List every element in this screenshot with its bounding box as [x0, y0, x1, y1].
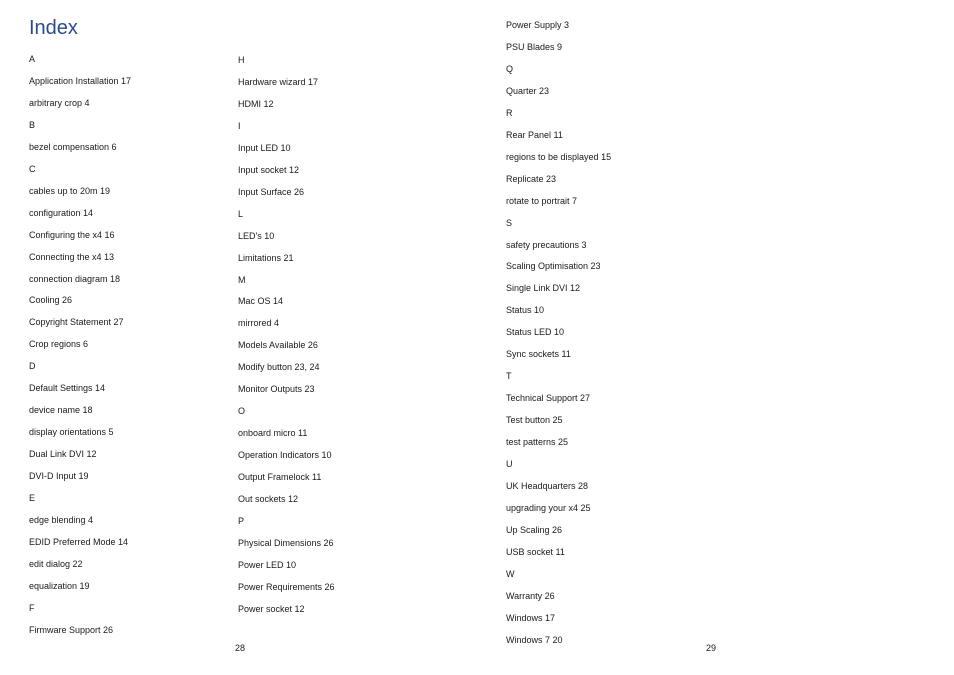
index-entry: display orientations 5: [29, 427, 114, 438]
index-entry: Scaling Optimisation 23: [506, 261, 601, 272]
index-entry: Up Scaling 26: [506, 524, 563, 535]
index-letter-heading: F: [29, 602, 35, 613]
index-entry: Default Settings 14: [29, 383, 106, 394]
index-entry: Monitor Outputs 23: [238, 384, 315, 395]
index-entry: safety precautions 3: [506, 239, 587, 250]
index-letter-heading: W: [506, 568, 515, 579]
index-entry: Dual Link DVI 12: [29, 449, 97, 460]
index-entry: Single Link DVI 12: [506, 283, 581, 294]
index-entry: Input Surface 26: [238, 186, 305, 197]
index-entry: cables up to 20m 19: [29, 185, 111, 196]
index-letter-heading: I: [238, 120, 241, 131]
index-entry: Physical Dimensions 26: [238, 537, 334, 548]
index-letter-heading: T: [506, 371, 512, 382]
index-letter-heading: C: [29, 163, 36, 174]
index-entry: Output Framelock 11: [238, 472, 322, 483]
page-title: Index: [29, 17, 78, 39]
index-entry: onboard micro 11: [238, 428, 308, 439]
index-entry: Models Available 26: [238, 340, 318, 351]
page-number-left: 28: [235, 643, 246, 653]
index-entry: PSU Blades 9: [506, 41, 563, 52]
index-letter-heading: A: [29, 54, 36, 64]
index-letter-heading: R: [506, 107, 513, 118]
index-entry: Out sockets 12: [238, 494, 299, 504]
index-entry: edit dialog 22: [29, 558, 83, 569]
index-entry: bezel compensation 6: [29, 141, 117, 152]
index-entry: Quarter 23: [506, 85, 550, 96]
index-entry: arbitrary crop 4: [29, 97, 90, 108]
index-entry: Mac OS 14: [238, 296, 284, 307]
index-letter-heading: Q: [506, 63, 514, 74]
index-entry: Input socket 12: [238, 164, 300, 175]
index-entry: Power Requirements 26: [238, 581, 335, 592]
index-entry: device name 18: [29, 405, 93, 416]
index-entry: edge blending 4: [29, 514, 94, 525]
index-entry: configuration 14: [29, 207, 94, 218]
index-entry: DVI-D Input 19: [29, 471, 89, 482]
index-entry: Power socket 12: [238, 603, 305, 614]
index-entry: Technical Support 27: [506, 393, 591, 404]
index-entry: equalization 19: [29, 580, 90, 591]
index-entry: USB socket 11: [506, 546, 565, 557]
index-letter-heading: M: [238, 274, 246, 285]
index-entry: Firmware Support 26: [29, 624, 114, 635]
index-entry: UK Headquarters 28: [506, 480, 589, 491]
index-entry: connection diagram 18: [29, 273, 121, 284]
index-entry: Power Supply 3: [506, 20, 570, 30]
page-number-right: 29: [706, 643, 717, 653]
index-entry: Hardware wizard 17: [238, 76, 319, 87]
index-letter-heading: S: [506, 217, 513, 228]
index-entry: Cooling 26: [29, 295, 73, 306]
index-entry: Copyright Statement 27: [29, 317, 124, 328]
index-entry: Replicate 23: [506, 173, 557, 184]
index-entry: rotate to portrait 7: [506, 195, 578, 206]
index-entry: Status 10: [506, 305, 545, 316]
index-entry: regions to be displayed 15: [506, 151, 612, 162]
index-entry: Configuring the x4 16: [29, 229, 115, 240]
index-entry: mirrored 4: [238, 318, 280, 329]
index-entry: Windows 7 20: [506, 634, 563, 645]
index-entry: Connecting the x4 13: [29, 251, 115, 262]
index-entry: HDMI 12: [238, 98, 274, 109]
index-letter-heading: D: [29, 361, 36, 372]
index-letter-heading: B: [29, 119, 36, 130]
index-letter-heading: L: [238, 208, 244, 219]
index-entry: Modify button 23, 24: [238, 362, 320, 373]
index-entry: Input LED 10: [238, 142, 291, 153]
index-letter-heading: H: [238, 55, 245, 65]
index-letter-heading: P: [238, 515, 245, 526]
index-entry: Status LED 10: [506, 327, 565, 338]
index-entry: test patterns 25: [506, 437, 569, 448]
index-entry: Rear Panel 11: [506, 129, 563, 140]
index-entry: Sync sockets 11: [506, 349, 571, 360]
index-entry: Crop regions 6: [29, 339, 89, 350]
index-entry: Power LED 10: [238, 559, 297, 570]
index-letter-heading: O: [238, 406, 246, 417]
index-entry: Warranty 26: [506, 590, 555, 601]
index-entry: EDID Preferred Mode 14: [29, 536, 129, 547]
index-entry: upgrading your x4 25: [506, 502, 591, 513]
index-entry: Operation Indicators 10: [238, 450, 332, 461]
index-entry: Test button 25: [506, 415, 563, 426]
index-entry: Windows 17: [506, 612, 556, 623]
index-letter-heading: E: [29, 493, 36, 503]
index-entry: Limitations 21: [238, 252, 294, 263]
index-letter-heading: U: [506, 459, 513, 469]
index-entry: Application Installation 17: [29, 75, 132, 86]
index-entry: LED's 10: [238, 230, 275, 241]
